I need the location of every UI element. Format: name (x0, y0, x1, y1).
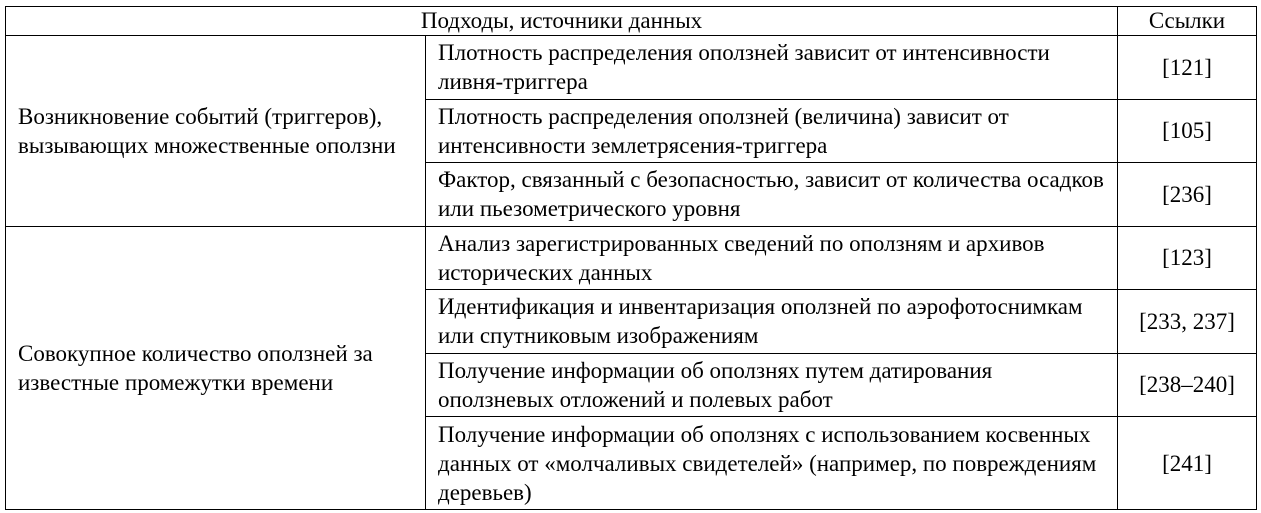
category-cell-cumulative: Совокупное количество оползней за известные промежутки времени (6, 226, 426, 509)
header-row (6, 7, 1257, 36)
reference-cell: [121] (1118, 36, 1257, 100)
reference-cell: [236] (1118, 163, 1257, 227)
reference-cell: [105] (1118, 99, 1257, 163)
category-cell-triggers: Возникновение событий (триггеров), вызывающих множественные оползни (6, 36, 426, 227)
reference-cell: [123] (1118, 226, 1257, 290)
reference-cell: [233, 237] (1118, 290, 1257, 354)
approach-cell: Получение информации об оползнях с использованием косвенных данных от «молчаливых свидетелей» (например, по повреждениям деревьев) (426, 417, 1118, 510)
landslide-approaches-table (5, 6, 1257, 510)
table-row (6, 226, 1257, 290)
approach-cell: Фактор, связанный с безопасностью, зависит от количества осадков или пьезометрического уровня (426, 163, 1118, 227)
header-approaches: Подходы, источники данных (6, 7, 1118, 36)
approach-cell: Получение информации об оползнях путем датирования оползневых отложений и полевых работ (426, 353, 1118, 417)
reference-cell: [238–240] (1118, 353, 1257, 417)
approach-cell: Плотность распределения оползней зависит от интенсивности ливня-триггера (426, 36, 1118, 100)
reference-cell: [241] (1118, 417, 1257, 510)
approach-cell: Плотность распределения оползней (величина) зависит от интенсивности землетрясения-триггера (426, 99, 1118, 163)
table-row (6, 36, 1257, 100)
approach-cell: Идентификация и инвентаризация оползней по аэрофотоснимкам или спутниковым изображениям (426, 290, 1118, 354)
approach-cell: Анализ зарегистрированных сведений по оползням и архивов исторических данных (426, 226, 1118, 290)
header-references: Ссылки (1118, 7, 1257, 36)
